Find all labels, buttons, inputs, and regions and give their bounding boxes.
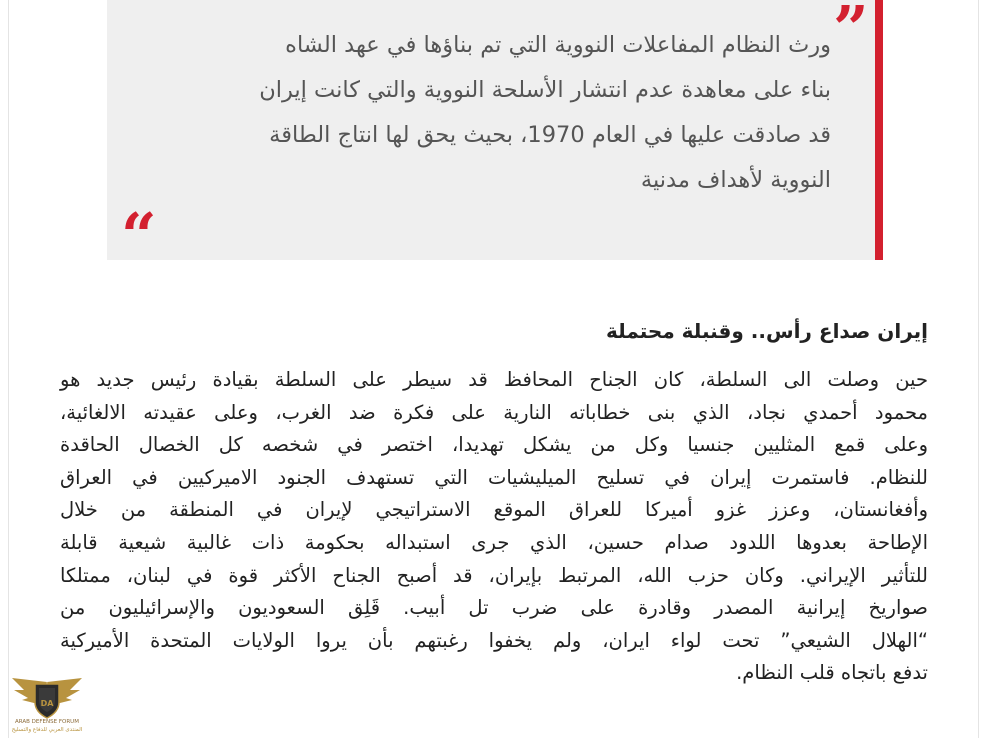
shield-wings-icon — [4, 676, 90, 720]
pull-quote — [107, 0, 883, 272]
article-paragraph — [60, 364, 928, 690]
paragraph-line: للنظام. فاستمرت إيران في تسليح الميليشيات التي تستهدف الجنود الاميركيين في العراق — [60, 465, 928, 489]
pull-quote-text — [147, 23, 831, 203]
paragraph-line: محمود أحمدي نجاد، الذي بنى خطاباته النارية على فكرة ضد الغرب، وعلى عقيدته الالغائية، — [60, 400, 928, 424]
paragraph-line: للتأثير الإيراني. وكان حزب الله، المرتبط بإيران، قد أصبح الجناح الأكثر قوة في لبنان، ممتلكا — [60, 563, 928, 587]
page-left-border — [8, 0, 9, 738]
paragraph-line: صواريخ إيرانية المصدر وقادرة على ضرب تل أبيب. قَلِق السعوديون والإسرائيليون من — [60, 596, 928, 620]
paragraph-line: الإطاحة بعدوها اللدود صدام حسين، الذي جرى استبداله بحكومة ذات غالبية شيعية قابلة — [60, 530, 928, 554]
pull-quote-line: بناء على معاهدة عدم انتشار الأسلحة النووية والتي كانت إيران — [259, 77, 831, 103]
paragraph-line: وأفغانستان، وعزز غزو أميركا للعراق الموقع الاستراتيجي لإيران في المنطقة من خلال — [60, 498, 928, 522]
section-heading: إيران صداع رأس.. وقنبلة محتملة — [606, 319, 928, 343]
quote-close-icon: “ — [121, 199, 157, 272]
forum-watermark-logo — [4, 676, 90, 738]
quote-open-icon: ” — [833, 0, 869, 65]
pull-quote-line: النووية لأهداف مدنية — [640, 167, 831, 193]
watermark-label-en: ARAB DEFENSE FORUM — [15, 719, 79, 725]
paragraph-line: تدفع باتجاه قلب النظام. — [736, 661, 928, 685]
page-right-border — [978, 0, 979, 738]
paragraph-line: “الهلال الشيعي” تحت لواء ايران، ولم يخفوا رغبتهم بأن يروا الولايات المتحدة الأميركية — [60, 628, 928, 652]
paragraph-line: وعلى قمع المثليين جنسيا وكل من يشكل تهديدا، اختصر في شخصه كل الخصال الحاقدة — [60, 433, 928, 457]
watermark-badge: DA — [40, 699, 54, 708]
pull-quote-line: قد صادقت عليها في العام 1970، بحيث يحق لها انتاج الطاقة — [269, 122, 831, 148]
paragraph-line: حين وصلت الى السلطة، كان الجناح المحافظ قد سيطر على السلطة بقيادة رئيس جديد هو — [60, 368, 928, 391]
watermark-label-ar: المنتدى العربي للدفاع والتسليح — [11, 727, 83, 733]
pull-quote-line: ورث النظام المفاعلات النووية التي تم بناؤها في عهد الشاه — [285, 32, 831, 58]
